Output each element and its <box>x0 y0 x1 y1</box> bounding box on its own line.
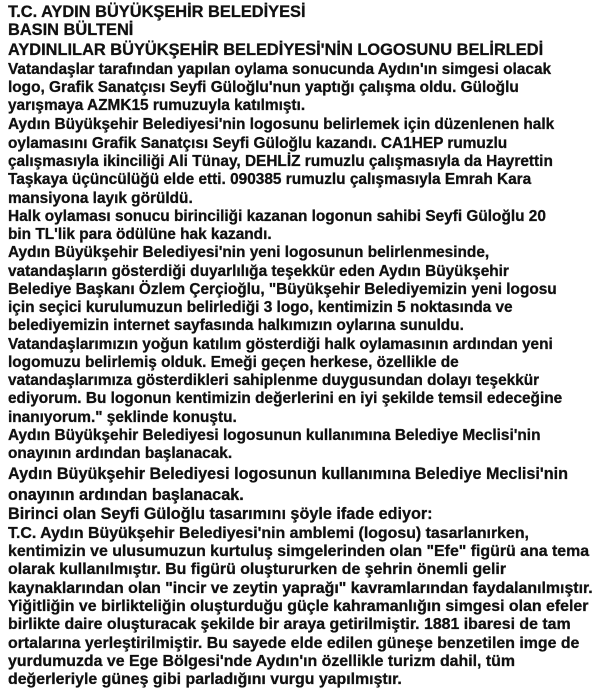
body-line: yarışmaya AZMK15 rumuzuyla katılmıştı. <box>8 97 306 115</box>
body-line: mansiyona layık görüldü. <box>8 189 193 207</box>
body-line: Yiğitliğin ve birlikteliğin oluşturduğu güçle kahramanlığın simgesi olan efeler <box>8 598 589 615</box>
body-line: bin TL'lik para ödülüne hak kazandı. <box>8 226 272 243</box>
body-line: kaynaklarından olan "incir ve zeytin yaprağı" kavramlarından faydalanılmıştır. <box>8 579 593 597</box>
body-line: çalışmasıyla ikinciliği Ali Tünay, DEHLİZ rumuzlu çalışmasıyla da Hayrettin <box>8 152 553 170</box>
body-line: vatandaşların gösterdiği duyarlılığa teşekkür eden Aydın Büyükşehir <box>8 262 509 280</box>
body-line: Belediye Başkanı Özlem Çerçioğlu, "Büyükşehir Belediyemizin yeni logosu <box>8 280 557 298</box>
document-type: BASIN BÜLTENİ <box>8 21 134 40</box>
body-line: onayının ardından başlanacak. <box>8 485 244 504</box>
body-line: için seçici kurulumuzun belirlediği 3 logo, kentimizin 5 noktasında ve <box>8 299 513 316</box>
body-line: Aydın Büyükşehir Belediyesi logosunun kullanımına Belediye Meclisi'nin <box>8 465 569 484</box>
body-line: T.C. Aydın Büyükşehir Belediyesi'nin amblemi (logosu) tasarlanırken, <box>8 524 529 542</box>
body-line: Aydın Büyükşehir Belediyesi'nin logosunu belirlemek için düzenlenen halk <box>8 116 555 134</box>
body-line: olarak kullanılmıştır. Bu figürü oluştururken de şehrin önemli gelir <box>8 561 507 579</box>
body-line: birlikte daire oluşturacak şekilde bir araya getirilmiştir. 1881 ibaresi de tam <box>8 616 571 634</box>
body-line: Birinci olan Seyfi Güloğlu tasarımını şöyle ifade ediyor: <box>8 504 433 523</box>
body-line: onayının ardından başlanacak. <box>8 445 233 463</box>
body-line: Taşkaya üçüncülüğü elde etti. 090385 rumuzlu çalışmasıyla Emrah Kara <box>8 171 532 189</box>
body-line: ortalarına yerleştirilmiştir. Bu sayede elde edilen güneşe benzetilen imge de <box>8 634 580 652</box>
body-line: kentimizin ve ulusumuzun kurtuluş simgelerinden olan "Efe" figürü ana tema <box>8 543 590 561</box>
body-line: Aydın Büyükşehir Belediyesi logosunun kullanımına Belediye Meclisi'nin <box>8 426 541 444</box>
body-line: Vatandaşlarımızın yoğun katılım gösterdiği halk oylamasının ardından yeni <box>8 335 553 353</box>
body-line: logomuzu belirlemiş olduk. Emeği geçen herkese, özellikle de <box>8 353 459 371</box>
body-line: ediyorum. Bu logonun kentimizin değerlerini en iyi şekilde temsil edeceğine <box>8 390 563 408</box>
headline: AYDINLILAR BÜYÜKŞEHİR BELEDİYESİ'NİN LOGOSUNU BELİRLEDİ <box>8 40 544 59</box>
body-line: belediyemizin internet sayfasında halkımızın oylarına sunuldu. <box>8 317 464 335</box>
body-line: Vatandaşlar tarafından yapılan oylama sonucunda Aydın'ın simgesi olacak <box>8 60 552 78</box>
body-line: inanıyorum." şeklinde konuştu. <box>8 408 237 426</box>
body-line: oylamasını Grafik Sanatçısı Seyfi Güloğlu kazandı. CA1HEP rumuzlu <box>8 134 508 152</box>
body-line: vatandaşlarımıza gösterdikleri sahiplenme duygusundan dolayı teşekkür <box>8 372 540 390</box>
body-line: logo, Grafik Sanatçısı Seyfi Güloğlu'nun yaptığı çalışma oldu. Güloğlu <box>8 78 519 96</box>
organization-title: T.C. AYDIN BÜYÜKŞEHİR BELEDİYESİ <box>8 3 306 21</box>
body-line: Halk oylaması sonucu birinciliği kazanan logonun sahibi Seyfi Güloğlu 20 <box>8 207 546 225</box>
body-line: değerleriyle güneş gibi parladığını vurgu yapılmıştır. <box>8 671 402 688</box>
body-line: yurdumuzda ve Ege Bölgesi'nde Aydın'ın özellikle turizm dahil, tüm <box>8 652 516 670</box>
body-line: Aydın Büyükşehir Belediyesi'nin yeni logosunun belirlenmesinde, <box>8 244 490 262</box>
